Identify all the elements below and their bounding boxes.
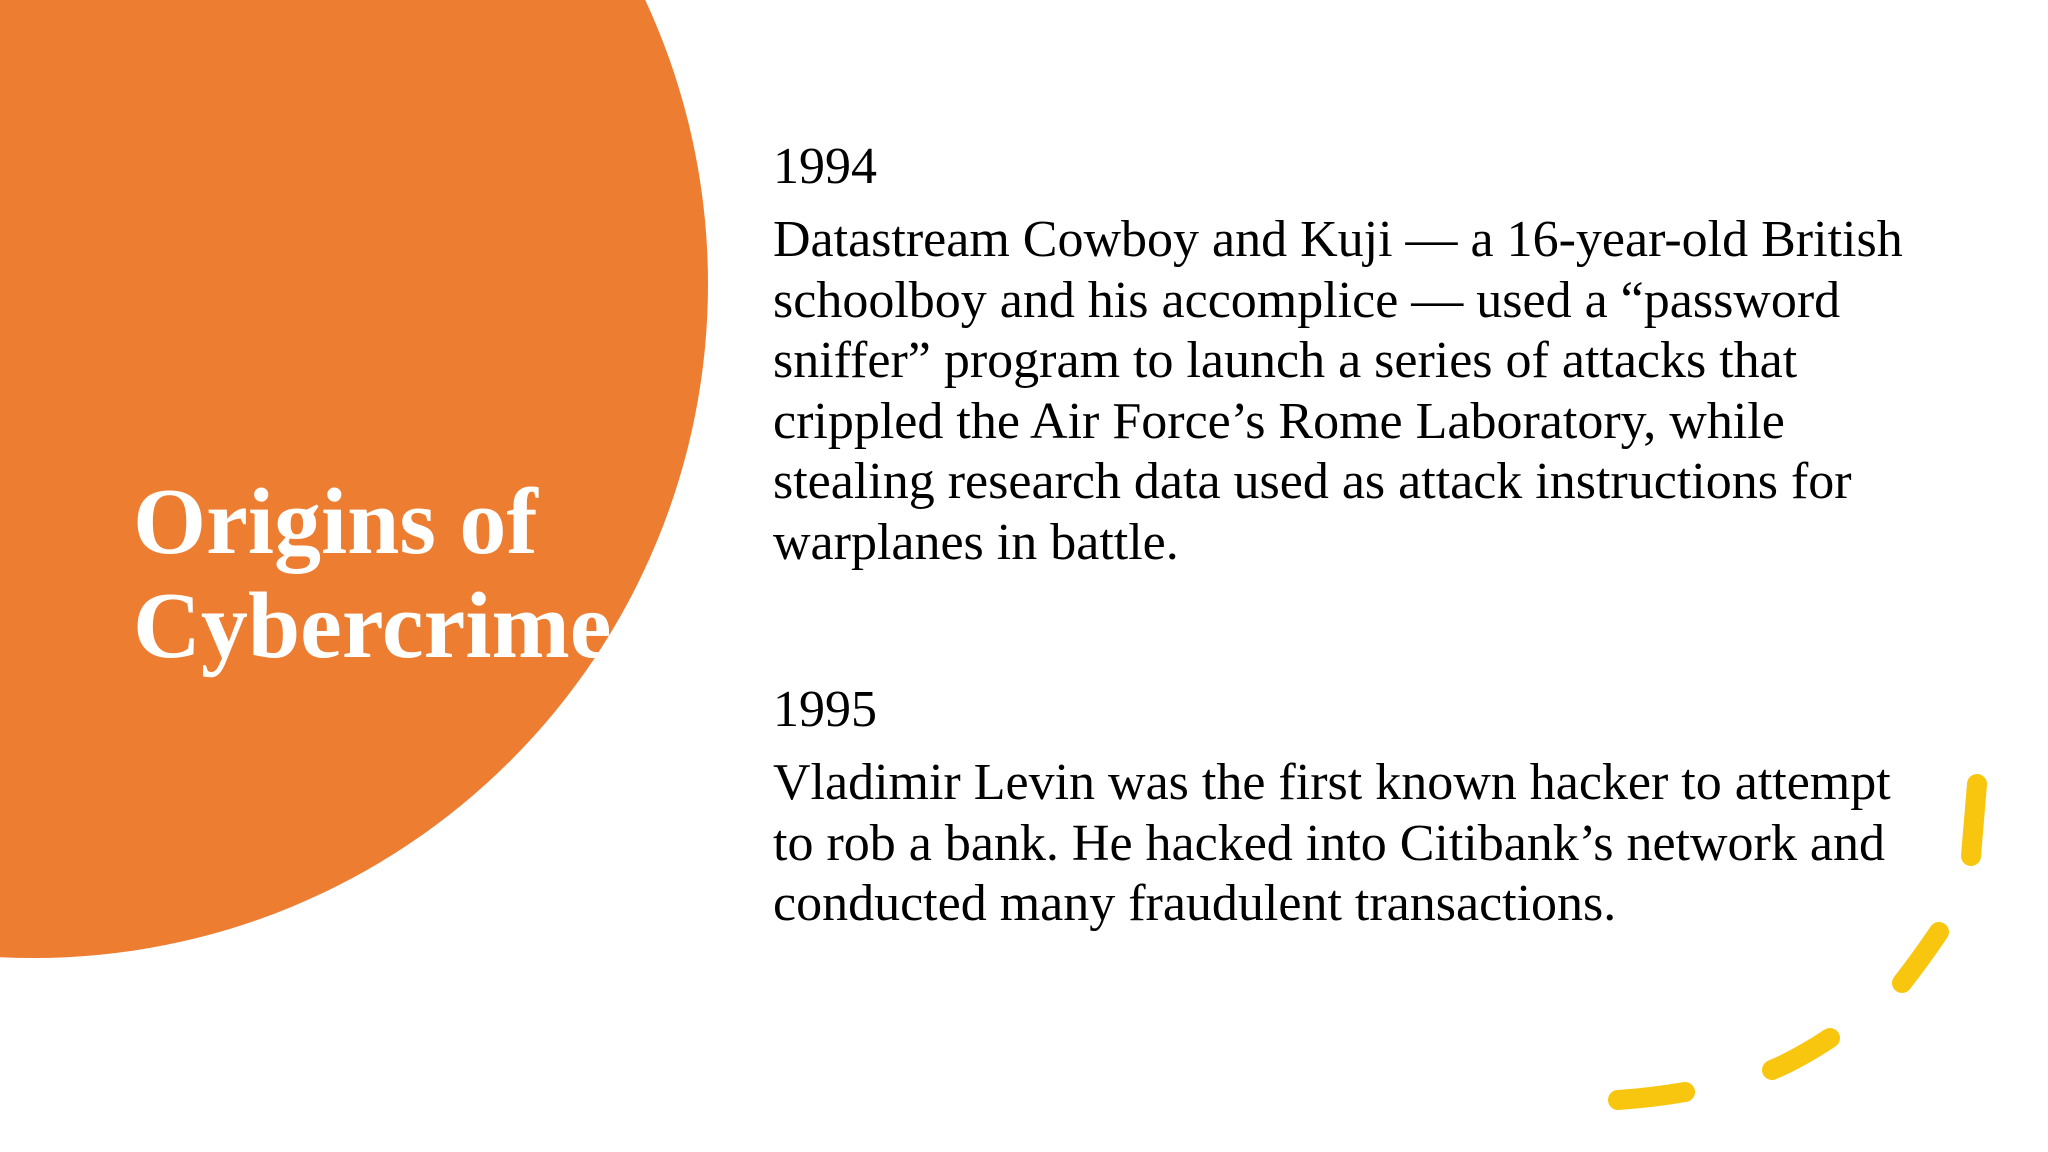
- dash-segment: [1772, 1038, 1830, 1070]
- timeline-content: [773, 132, 1903, 935]
- entry-year: 1994: [773, 138, 877, 195]
- entry-text: Datastream Cowboy and Kuji — a 16-year-old British schoolboy and his accomplice — used a “password sniffer” program to launch a series of attacks that crippled the Air Force’s Rome Laboratory, while stealing research data used as attack instructions for warplanes in battle.: [773, 211, 1903, 571]
- timeline-entry-1994: [773, 132, 1903, 573]
- dash-segment: [1902, 932, 1939, 983]
- dash-segment: [1971, 784, 1977, 856]
- timeline-entry-1995: [773, 675, 1903, 935]
- entry-spacer: [773, 573, 1903, 675]
- entry-text: Vladimir Levin was the first known hacker to attempt to rob a bank. He hacked into Citibank’s network and conducted many fraudulent transactions.: [773, 754, 1891, 932]
- dash-segment: [1618, 1092, 1685, 1100]
- entry-year: 1995: [773, 681, 877, 738]
- slide-title: Origins of Cybercrime: [133, 470, 612, 678]
